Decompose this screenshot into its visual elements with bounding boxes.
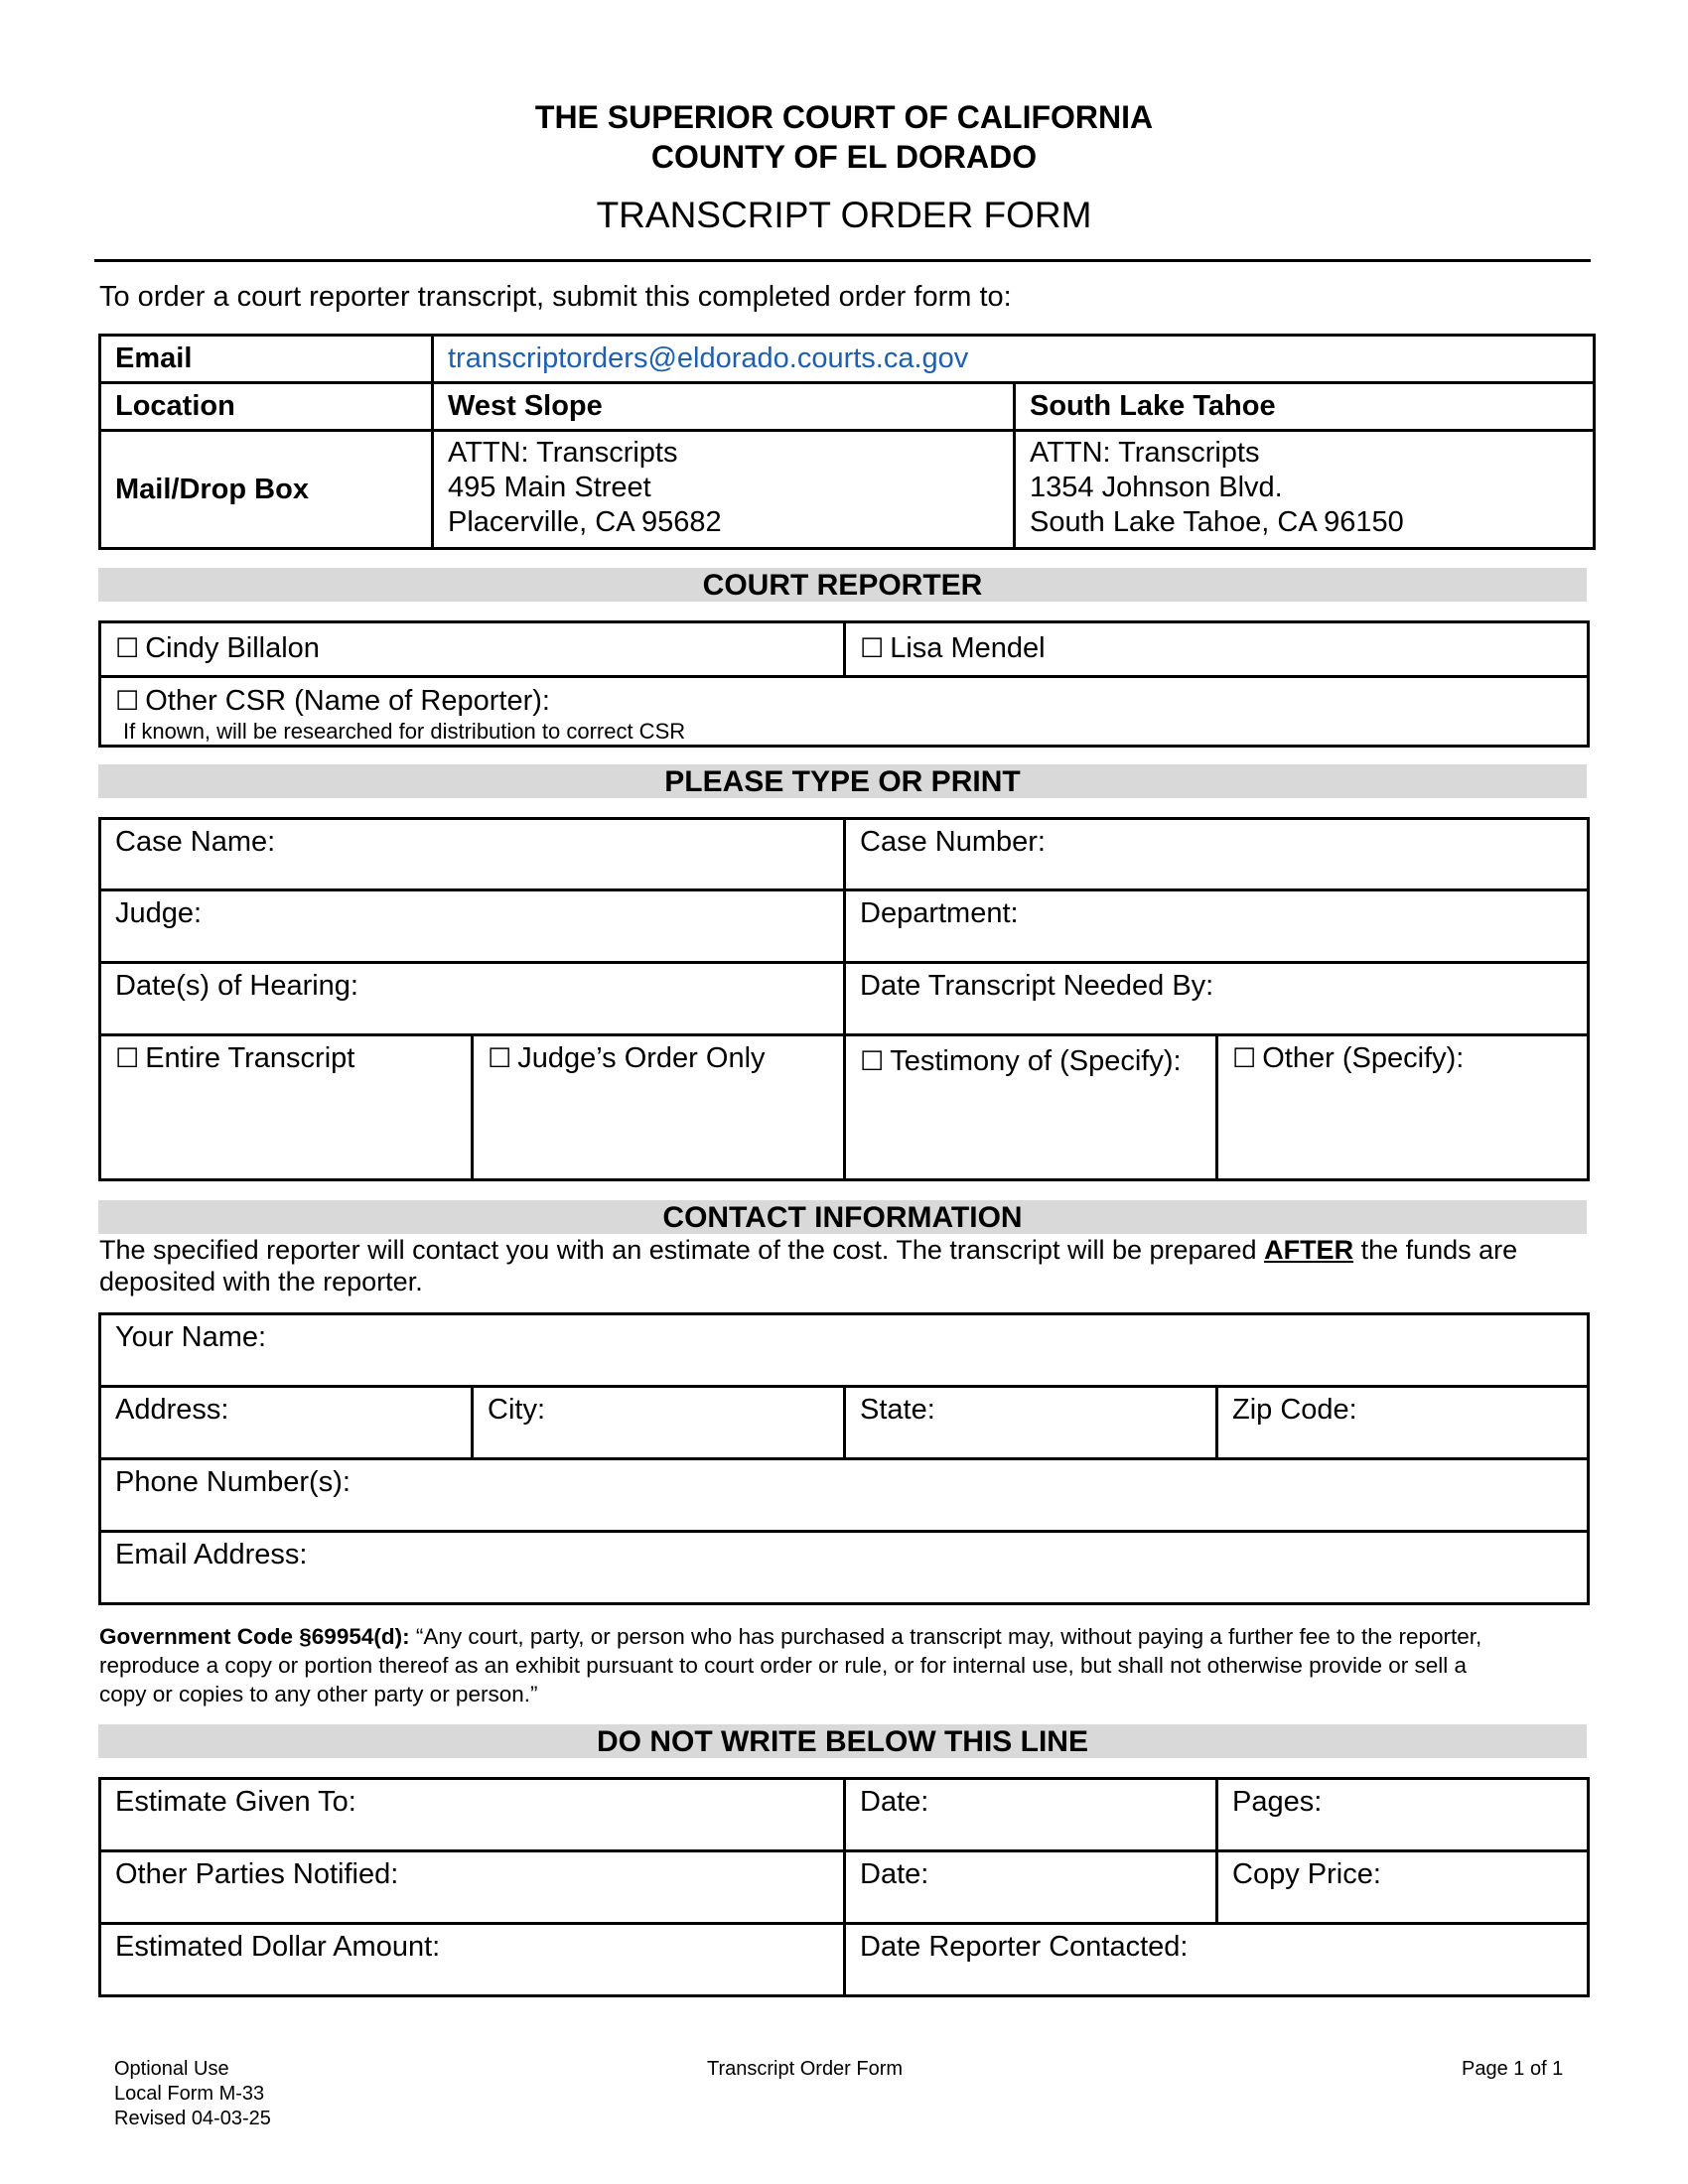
testimony-option[interactable]: [845, 1035, 1217, 1180]
header-rule: [94, 259, 1591, 262]
county-name: COUNTY OF EL DORADO: [650, 139, 1038, 175]
email-address-field[interactable]: Email Address:: [100, 1532, 1589, 1604]
other-option[interactable]: [1217, 1035, 1589, 1180]
contact-note-emphasis: AFTER: [1264, 1235, 1354, 1265]
notified-date-field[interactable]: Date:: [845, 1851, 1217, 1924]
email-label: Email: [100, 336, 433, 383]
south-addr-line1: ATTN: Transcripts: [1030, 437, 1260, 469]
footer-page-number: Page 1 of 1: [1462, 2058, 1564, 2080]
court-name: THE SUPERIOR COURT OF CALIFORNIA: [534, 99, 1154, 135]
reporter-note: If known, will be researched for distribution to correct CSR: [123, 719, 686, 744]
case-number-field[interactable]: Case Number:: [845, 819, 1589, 890]
copy-price-field[interactable]: Copy Price:: [1217, 1851, 1589, 1924]
case-name-field[interactable]: Case Name:: [100, 819, 845, 890]
footer-title: Transcript Order Form: [707, 2058, 904, 2080]
contact-table: [98, 1312, 1590, 1605]
hearing-dates-field[interactable]: Date(s) of Hearing:: [100, 963, 845, 1035]
entire-transcript-label: Entire Transcript: [145, 1042, 355, 1074]
government-code-note: [99, 1622, 1509, 1708]
section-contact: CONTACT INFORMATION: [98, 1200, 1587, 1234]
estimate-given-field[interactable]: Estimate Given To:: [100, 1779, 845, 1851]
reporter-name-billalon: Cindy Billalon: [145, 632, 320, 664]
estimated-amount-field[interactable]: Estimated Dollar Amount:: [100, 1924, 845, 1996]
checkbox-icon[interactable]: ☐: [860, 1046, 885, 1077]
judge-field[interactable]: Judge:: [100, 890, 845, 963]
submission-table: [98, 334, 1596, 550]
office-use-table: [98, 1777, 1590, 1997]
judges-order-label: Judge’s Order Only: [517, 1042, 766, 1074]
footer-form-info: [114, 2057, 271, 2131]
footer-form-number: Local Form M-33: [114, 2083, 265, 2105]
intro-text: To order a court reporter transcript, submit this completed order form to:: [99, 281, 1012, 313]
checkbox-icon[interactable]: ☐: [488, 1043, 512, 1074]
other-parties-field[interactable]: Other Parties Notified:: [100, 1851, 845, 1924]
south-addr-line2: 1354 Johnson Blvd.: [1030, 472, 1283, 503]
department-field[interactable]: Department:: [845, 890, 1589, 963]
reporter-option-mendel[interactable]: [845, 622, 1589, 677]
phone-field[interactable]: Phone Number(s):: [100, 1459, 1589, 1532]
judges-order-option[interactable]: [473, 1035, 845, 1180]
reporter-other-label: Other CSR (Name of Reporter):: [145, 685, 550, 717]
south-addr-line3: South Lake Tahoe, CA 96150: [1030, 506, 1404, 538]
address-field[interactable]: Address:: [100, 1387, 473, 1459]
court-reporter-table: [98, 620, 1590, 748]
email-link[interactable]: transcriptorders@eldorado.courts.ca.gov: [433, 336, 1595, 383]
state-field[interactable]: State:: [845, 1387, 1217, 1459]
form-title: TRANSCRIPT ORDER FORM: [596, 195, 1092, 235]
west-slope-label: West Slope: [433, 383, 1015, 431]
mail-label: Mail/Drop Box: [100, 431, 433, 549]
footer-revised: Revised 04-03-25: [114, 2108, 271, 2129]
checkbox-icon[interactable]: ☐: [115, 686, 140, 717]
west-slope-address: [433, 431, 1015, 549]
date-reporter-contacted-field[interactable]: Date Reporter Contacted:: [845, 1924, 1589, 1996]
south-lake-tahoe-label: South Lake Tahoe: [1015, 383, 1595, 431]
estimate-date-field[interactable]: Date:: [845, 1779, 1217, 1851]
contact-note: [99, 1234, 1589, 1297]
case-info-table: [98, 817, 1590, 1181]
reporter-option-billalon[interactable]: [100, 622, 845, 677]
testimony-label: Testimony of (Specify):: [890, 1045, 1182, 1077]
gov-code-label: Government Code §69954(d):: [99, 1624, 416, 1649]
west-addr-line2: 495 Main Street: [448, 472, 651, 503]
city-field[interactable]: City:: [473, 1387, 845, 1459]
gov-code-text: “Any court, party, or person who has purchased a transcript may, without paying a further fee to the reporter, reproduce a copy or portion thereof as an exhibit pursuant to court order or rule, or for internal use, but shall not otherwise provide or sell a copy or copies to any other party or person.”: [99, 1624, 1482, 1706]
checkbox-icon[interactable]: ☐: [860, 633, 885, 664]
checkbox-icon[interactable]: ☐: [1232, 1043, 1257, 1074]
footer-optional-use: Optional Use: [114, 2058, 229, 2080]
entire-transcript-option[interactable]: [100, 1035, 473, 1180]
checkbox-icon[interactable]: ☐: [115, 1043, 140, 1074]
zip-field[interactable]: Zip Code:: [1217, 1387, 1589, 1459]
reporter-name-mendel: Lisa Mendel: [890, 632, 1046, 664]
reporter-option-other[interactable]: [100, 677, 1589, 747]
checkbox-icon[interactable]: ☐: [115, 633, 140, 664]
west-addr-line3: Placerville, CA 95682: [448, 506, 722, 538]
your-name-field[interactable]: Your Name:: [100, 1314, 1589, 1387]
date-needed-field[interactable]: Date Transcript Needed By:: [845, 963, 1589, 1035]
contact-note-part1: The specified reporter will contact you with an estimate of the cost. The transcript will be prepared: [99, 1235, 1265, 1265]
contact-note-part2: the funds are deposited with the reporter.: [99, 1235, 1518, 1297]
location-label: Location: [100, 383, 433, 431]
south-lake-address: [1015, 431, 1595, 549]
west-addr-line1: ATTN: Transcripts: [448, 437, 678, 469]
pages-field[interactable]: Pages:: [1217, 1779, 1589, 1851]
section-type-print: PLEASE TYPE OR PRINT: [98, 764, 1587, 798]
other-label: Other (Specify):: [1262, 1042, 1465, 1074]
section-do-not-write: DO NOT WRITE BELOW THIS LINE: [98, 1724, 1587, 1758]
section-court-reporter: COURT REPORTER: [98, 568, 1587, 602]
